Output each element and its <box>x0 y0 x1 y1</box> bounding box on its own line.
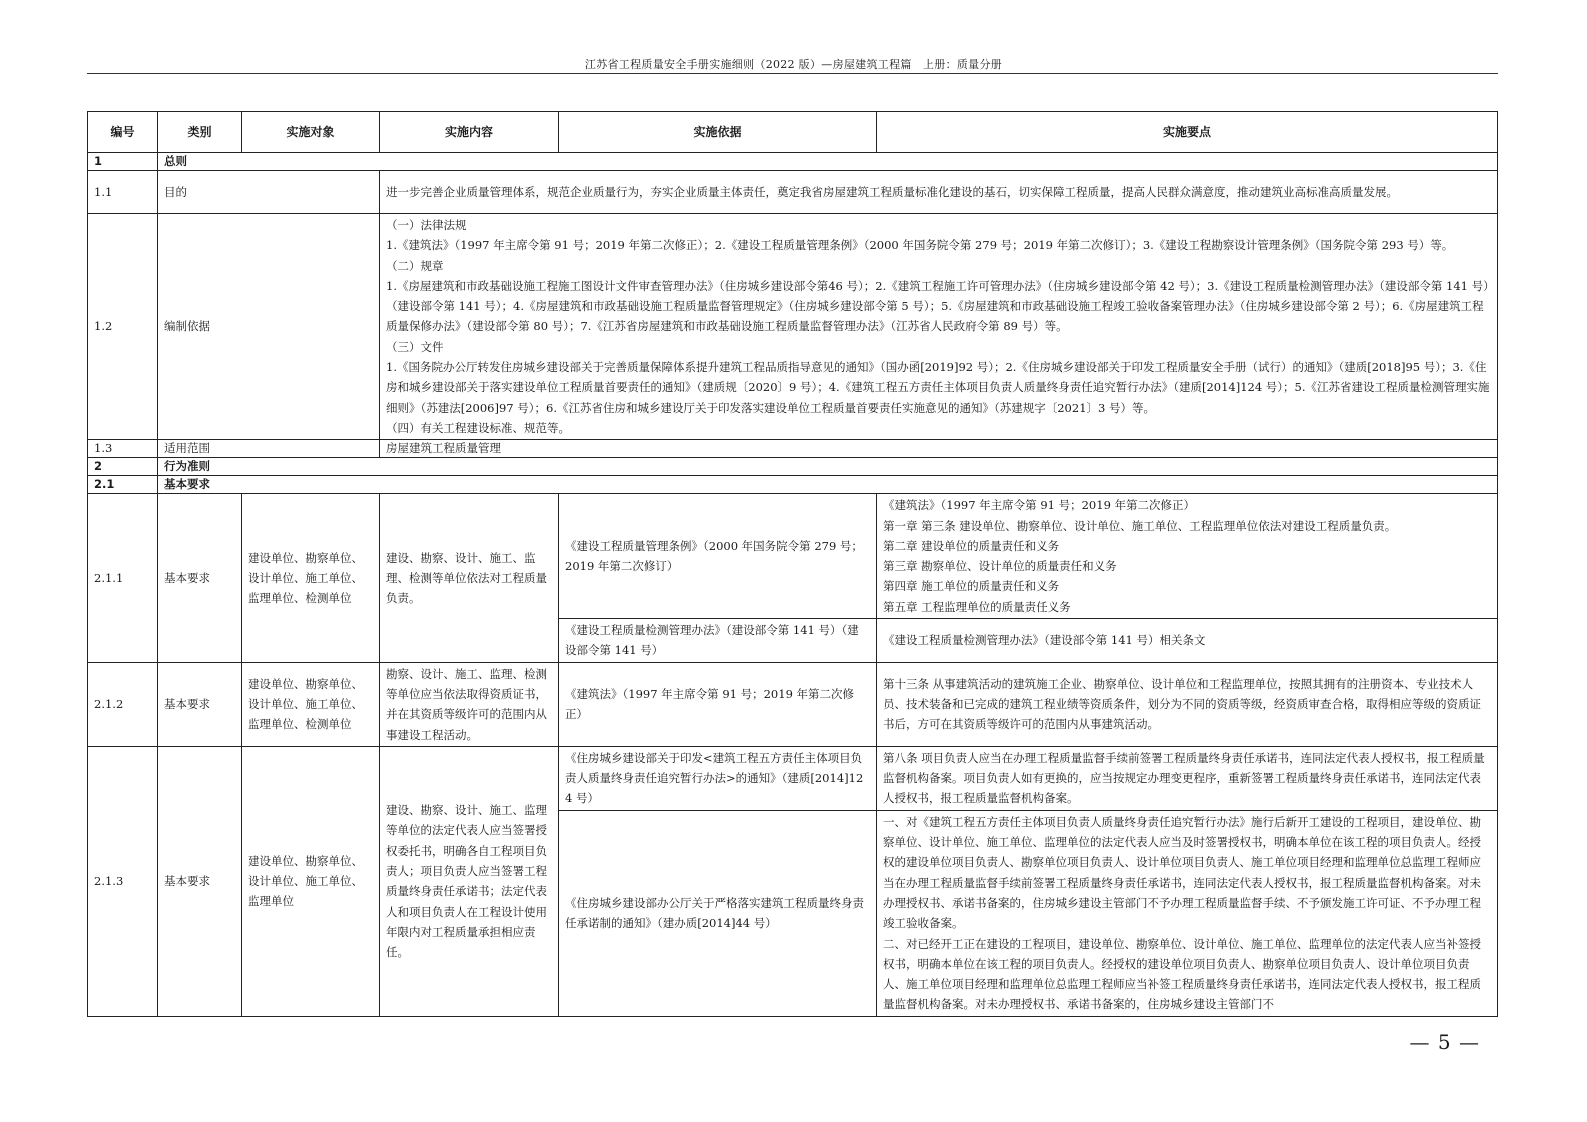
col-header-category: 类别 <box>158 112 242 153</box>
row-category: 编制依据 <box>158 214 380 440</box>
row-number: 1.1 <box>88 171 158 214</box>
points-line: 《建筑法》（1997 年主席令第 91 号；2019 年第二次修正） <box>883 498 1196 513</box>
row-points: 《建设工程质量检测管理办法》（建设部令第 141 号）相关条文 <box>877 619 1498 663</box>
section-title: 行为准则 <box>158 458 1498 476</box>
table-row <box>88 171 1498 214</box>
basis-item: 1.《建筑法》（1997 年主席令第 91 号；2019 年第二次修正）；2.《建设工程质量管理条例》（2000 年国务院令第 279 号；2019 年第二次修订）；3.《建设工程勘察设计管理条例》（国务院令第 293 号）等。 <box>386 238 1454 253</box>
basis-heading: （四）有关工程建设标准、规范等。 <box>386 420 570 435</box>
section-number: 2.1 <box>88 476 158 494</box>
row-number: 1.3 <box>88 440 158 458</box>
table-row <box>88 440 1498 458</box>
section-title: 总则 <box>158 153 1498 171</box>
row-points: 第十三条 从事建筑活动的建筑施工企业、勘察单位、设计单位和工程监理单位，按照其拥有的注册资本、专业技术人员、技术装备和已完成的建筑工程业绩等资质条件，划分为不同的资质等级，经资质审查合格，取得相应等级的资质证书后，方可在其资质等级许可的范围内从事建筑活动。 <box>877 662 1498 746</box>
row-object: 建设单位、勘察单位、设计单位、施工单位、监理单位 <box>242 746 380 1016</box>
row-content: 勘察、设计、施工、监理、检测等单位应当依法取得资质证书，并在其资质等级许可的范围内从事建设工程活动。 <box>380 662 559 746</box>
row-object: 建设单位、勘察单位、设计单位、施工单位、监理单位、检测单位 <box>242 494 380 662</box>
row-category: 基本要求 <box>158 662 242 746</box>
header-rule <box>87 73 1498 74</box>
section-row <box>88 476 1498 494</box>
section-row <box>88 458 1498 476</box>
basis-heading: （二）规章 <box>386 258 444 273</box>
row-object: 建设单位、勘察单位、设计单位、施工单位、监理单位、检测单位 <box>242 662 380 746</box>
basis-heading: （一）法律法规 <box>386 218 467 232</box>
row-basis: 《建设工程质量管理条例》（2000 年国务院令第 279 号；2019 年第二次修订） <box>559 494 877 619</box>
table-row <box>88 214 1498 440</box>
basis-item: 1.《国务院办公厅转发住房城乡建设部关于完善质量保障体系提升建筑工程品质指导意见的通知》（国办函[2019]92 号）；2.《住房城乡建设部关于印发工程质量安全手册（试行）的通知》（建质[2018]95 号）；3.《住房和城乡建设部关于落实建设单位工程质量首要责任的通知》（建质规〔2020〕9 号）；4.《建筑工程五方责任主体项目负责人质量终身责任追究暂行办法》（建质[2014]124 号）；5.《江苏省建设工程质量检测管理实施细则》（苏建法[2006]97 号）；6.《江苏省住房和城乡建设厅关于印发落实建设单位工程质量首要责任实施意见的通知》（苏建规字〔2021〕3 号）等。 <box>386 360 1490 415</box>
row-category: 基本要求 <box>158 494 242 662</box>
points-line: 第二章 建设单位的质量责任和义务 <box>883 538 1060 553</box>
section-row <box>88 153 1498 171</box>
row-category: 适用范围 <box>158 440 380 458</box>
col-header-basis: 实施依据 <box>559 112 877 153</box>
basis-heading: （三）文件 <box>386 339 444 354</box>
row-basis: 《住房城乡建设部关于印发<建筑工程五方责任主体项目负责人质量终身责任追究暂行办法>的通知》（建质[2014]124 号） <box>559 746 877 810</box>
row-text: 进一步完善企业质量管理体系，规范企业质量行为，夯实企业质量主体责任，奠定我省房屋建筑工程质量标准化建设的基石，切实保障工程质量，提高人民群众满意度，推动建筑业高标准高质量发展。 <box>380 171 1498 214</box>
table-row <box>88 494 1498 619</box>
row-content: 建设、勘察、设计、施工、监理等单位的法定代表人应当签署授权委托书，明确各自工程项目负责人；项目负责人应当签署工程质量终身责任承诺书；法定代表人和项目负责人在工程设计使用年限内对工程质量承担相应责任。 <box>380 746 559 1016</box>
running-header: 江苏省工程质量安全手册实施细则（2022 版）—房屋建筑工程篇 上册：质量分册 <box>584 58 1003 71</box>
row-text: 房屋建筑工程质量管理 <box>380 440 1498 458</box>
row-points <box>877 494 1498 619</box>
points-line: 第一章 第三条 建设单位、勘察单位、设计单位、施工单位、工程监理单位依法对建设工程质量负责。 <box>883 518 1397 533</box>
row-number: 1.2 <box>88 214 158 440</box>
col-header-content: 实施内容 <box>380 112 559 153</box>
table-row <box>88 746 1498 810</box>
table-row <box>88 662 1498 746</box>
row-number: 2.1.2 <box>88 662 158 746</box>
row-number: 2.1.1 <box>88 494 158 662</box>
points-line: 第五章 工程监理单位的质量责任义务 <box>883 599 1071 614</box>
table-header-row <box>88 112 1498 153</box>
points-paragraph: 一、对《建筑工程五方责任主体项目负责人质量终身责任追究暂行办法》施行后新开工建设的工程项目，建设单位、勘察单位、设计单位、施工单位、监理单位的法定代表人应当及时签署授权书，明确本单位在该工程的项目负责人。经授权的建设单位项目负责人、勘察单位项目负责人、设计单位项目负责人、施工单位项目经理和监理单位总监理工程师应当在办理工程质量监督手续前签署工程质量终身责任承诺书，连同法定代表人授权书，报工程质量监督机构备案。对未办理授权书、承诺书备案的，住房城乡建设主管部门不予办理工程质量监督手续、不予颁发施工许可证、不予办理工程竣工验收备案。 <box>883 814 1481 931</box>
section-title: 基本要求 <box>158 476 1498 494</box>
row-points <box>877 810 1498 1016</box>
col-header-points: 实施要点 <box>877 112 1498 153</box>
row-content: 建设、勘察、设计、施工、监理、检测等单位依法对工程质量负责。 <box>380 494 559 662</box>
row-category: 目的 <box>158 171 380 214</box>
points-line: 第四章 施工单位的质量责任和义务 <box>883 579 1060 594</box>
row-basis: 《住房城乡建设部办公厅关于严格落实建筑工程质量终身责任承诺制的通知》（建办质[2014]44 号） <box>559 810 877 1016</box>
row-number: 2.1.3 <box>88 746 158 1016</box>
points-paragraph: 二、对已经开工正在建设的工程项目，建设单位、勘察单位、设计单位、施工单位、监理单位的法定代表人应当补签授权书，明确本单位在该工程的项目负责人。经授权的建设单位项目负责人、勘察单位项目负责人、设计单位项目负责人、施工单位项目经理和监理单位总监理工程师应当补签工程质量终身责任承诺书，连同法定代表人授权书，报工程质量监督机构备案。对未办理授权书、承诺书备案的，住房城乡建设主管部门不 <box>883 936 1481 1012</box>
col-header-number: 编号 <box>88 112 158 153</box>
page-number: — 5 — <box>1409 1030 1480 1054</box>
implementation-table <box>87 111 1498 1017</box>
section-number: 2 <box>88 458 158 476</box>
section-number: 1 <box>88 153 158 171</box>
points-line: 第三章 勘察单位、设计单位的质量责任和义务 <box>883 559 1117 574</box>
col-header-object: 实施对象 <box>242 112 380 153</box>
row-basis: 《建筑法》（1997 年主席令第 91 号；2019 年第二次修正） <box>559 662 877 746</box>
row-category: 基本要求 <box>158 746 242 1016</box>
row-points: 第八条 项目负责人应当在办理工程质量监督手续前签署工程质量终身责任承诺书，连同法定代表人授权书，报工程质量监督机构备案。项目负责人如有更换的，应当按规定办理变更程序，重新签署工程质量终身责任承诺书，连同法定代表人授权书，报工程质量监督机构备案。 <box>877 746 1498 810</box>
basis-item: 1.《房屋建筑和市政基础设施工程施工图设计文件审查管理办法》（住房城乡建设部令第46 号）；2.《建筑工程施工许可管理办法》（住房城乡建设部令第 42 号）；3.《建设工程质量检测管理办法》（建设部令第 141 号）（建设部令第 141 号）；4.《房屋建筑和市政基础设施工程质量监督管理规定》（住房城乡建设部令第 5 号）；5.《房屋建筑和市政基础设施工程竣工验收备案管理办法》（住房城乡建设部令第 2 号）；6.《房屋建筑工程质量保修办法》（建设部令第 80 号）；7.《江苏省房屋建筑和市政基础设施工程质量监督管理办法》（江苏省人民政府令第 89 号）等。 <box>386 278 1489 334</box>
row-text <box>380 214 1498 440</box>
row-basis: 《建设工程质量检测管理办法》（建设部令第 141 号）（建设部令第 141 号） <box>559 619 877 663</box>
